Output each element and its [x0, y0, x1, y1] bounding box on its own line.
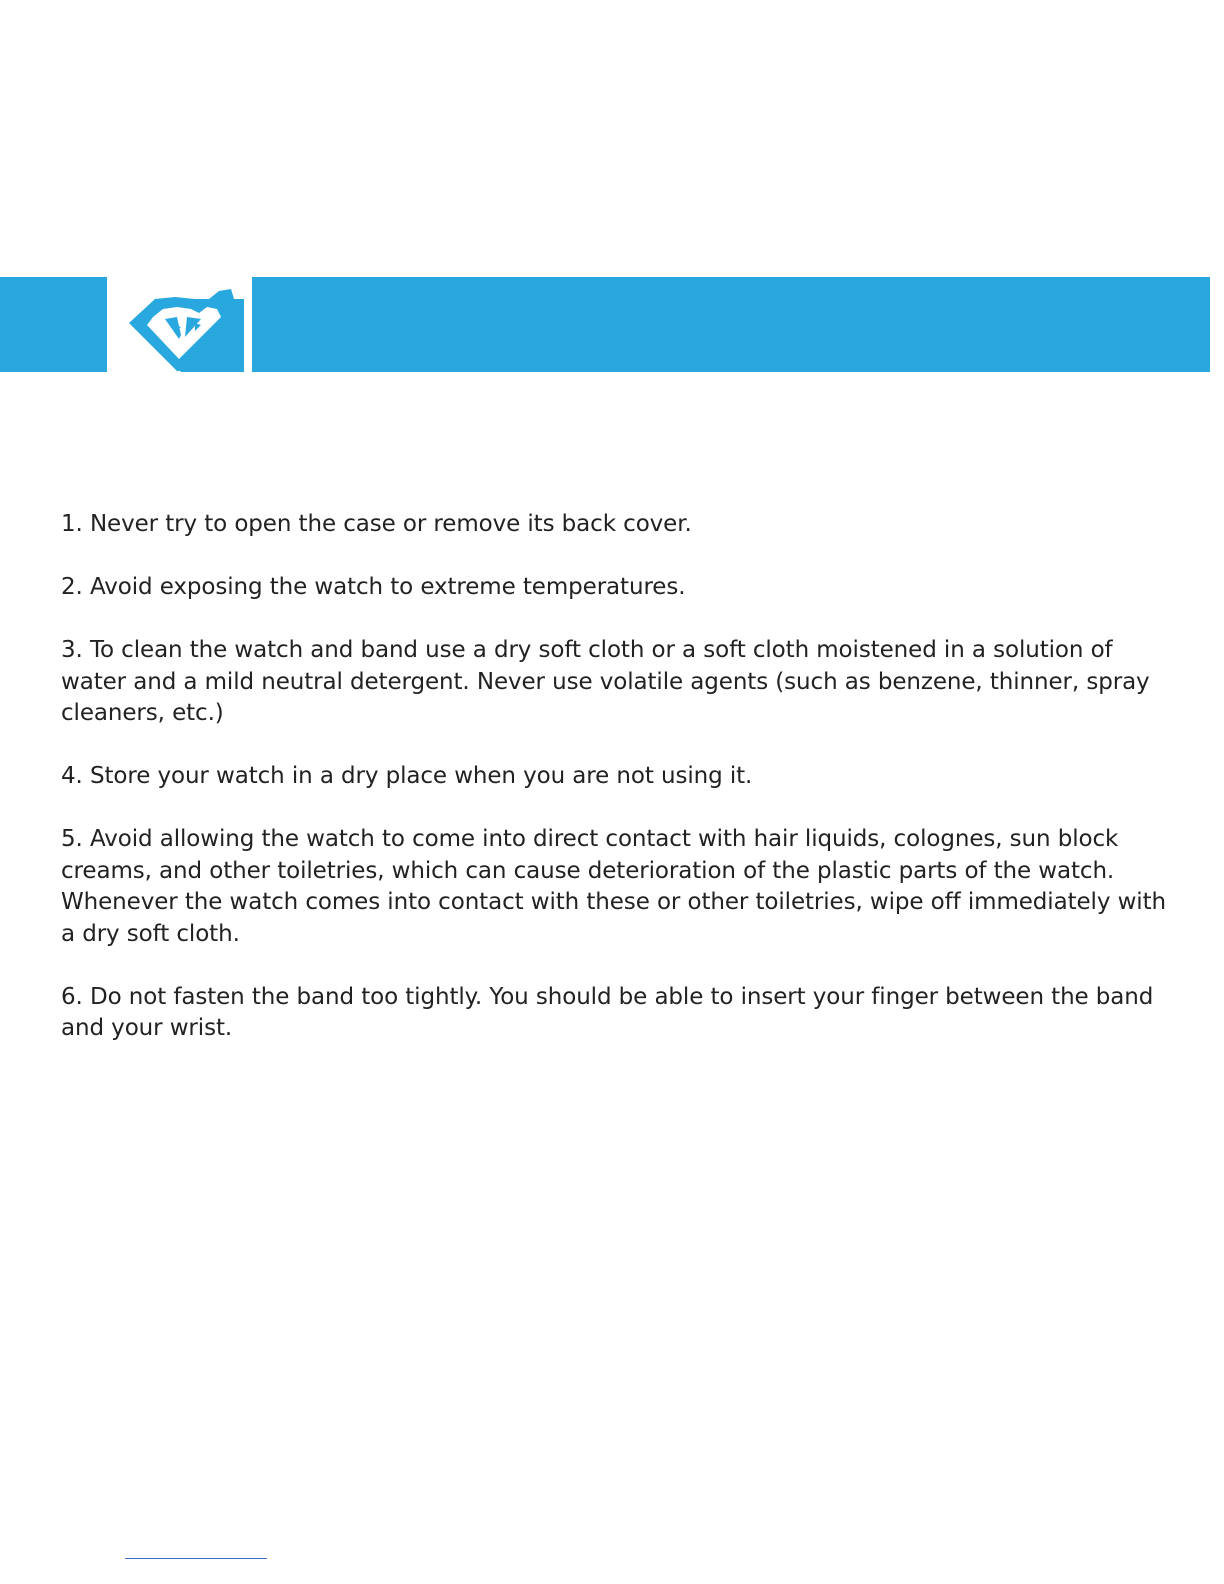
brand-logo-box: [115, 277, 244, 372]
footer-divider: [125, 1558, 267, 1559]
instruction-item: 4. Store your watch in a dry place when you are not using it.: [61, 763, 753, 789]
header-banner-left: [0, 277, 107, 372]
roxy-heart-logo-icon: [115, 277, 244, 372]
instruction-item: 2. Avoid exposing the watch to extreme temperatures.: [61, 574, 686, 600]
header-banner-right: [252, 277, 1210, 372]
care-instructions-list: [61, 509, 1166, 1076]
instruction-item: 3. To clean the watch and band use a dry soft cloth or a soft cloth moistened in a solution of water and a mild neutral detergent. Never use volatile agents (such as benzene, thinner, spray cleaners, etc.): [61, 637, 1150, 726]
instruction-item: 1. Never try to open the case or remove its back cover.: [61, 511, 692, 537]
instruction-item: 5. Avoid allowing the watch to come into direct contact with hair liquids, colognes, sun block creams, and other toiletries, which can cause deterioration of the plastic parts of the watch. Whenever the watch comes into contact with these or other toiletries, wipe off immediately with a dry soft cloth.: [61, 826, 1166, 947]
instruction-item: 6. Do not fasten the band too tightly. You should be able to insert your finger between the band and your wrist.: [61, 983, 1154, 1041]
